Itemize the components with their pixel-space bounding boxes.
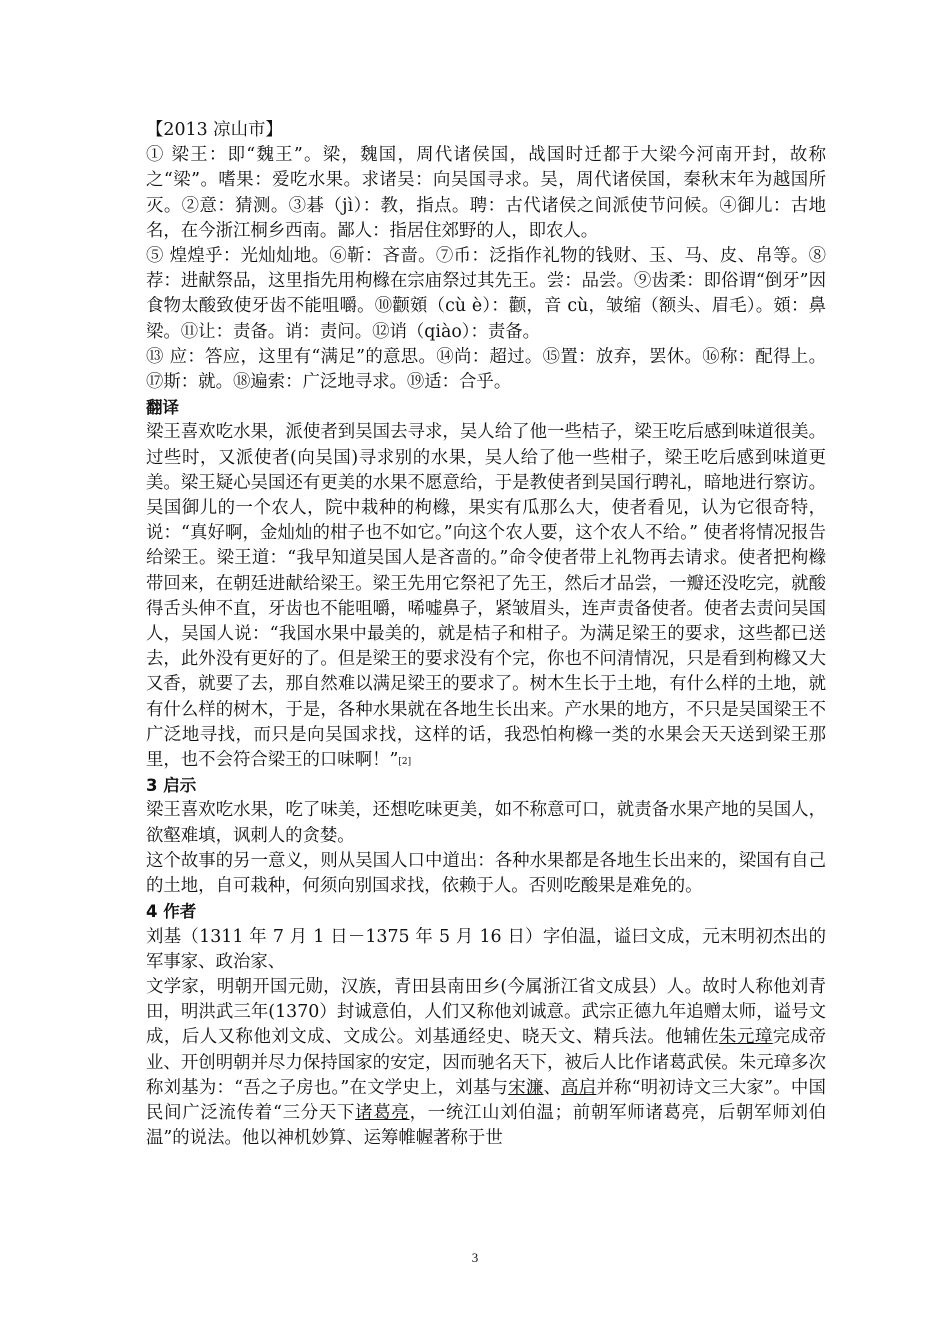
author-bio-text: 完成帝业、开创明朝并尽力保持国家的安定，因而驰名天下，被后人比作诸葛武侯。朱元璋多次称刘基为：“吾之子房也。”在文学史上，刘基与	[146, 1027, 826, 1098]
note-paragraph: ⑬ 应：答应，这里有“满足”的意思。⑭尚：超过。⑮置：放弃，罢休。⑯称：配得上。⑰斯：就。⑱遍索：广泛地寻求。⑲适：合乎。	[146, 346, 826, 393]
note-paragraph: ① 梁王：即“魏王”。梁，魏国，周代诸侯国，战国时迁都于大梁今河南开封，故称之“梁”。嗜果：爱吃水果。求诸吴：向吴国寻求。吴，周代诸侯国，秦秋末年为越国所灭。②意：猜测。③碁（jì）：教，指点。聘：古代诸侯之间派使节问候。④御儿：古地名，在今浙江桐乡西南。鄙人：指居住郊野的人，即农人。	[146, 145, 826, 241]
note-paragraph: ⑤ 煌煌乎：光灿灿地。⑥靳：吝啬。⑦币：泛指作礼物的钱财、玉、马、皮、帛等。⑧荐：进献祭品，这里指先用枸橼在宗庙祭过其先王。尝：品尝。⑨齿柔：即俗谓“倒牙”因食物太酸致使牙齿不能咀嚼。⑩颧頞（cù è）：颧，音 cù，皱缩（额头、眉毛）。頞：鼻梁。⑪让：责备。诮：责问。⑫诮（qiào）：责备。	[146, 246, 826, 342]
author-bio-text: ，一统江山刘伯温；前朝军师诸葛亮，后朝军师刘伯温”的说法。他以神机妙算、运筹帷幄著称于世	[146, 1102, 826, 1149]
link-zhuge-liang[interactable]: 诸葛亮	[355, 1102, 410, 1123]
document-body	[146, 118, 826, 1151]
inspiration-paragraph: 这个故事的另一意义，则从吴国人口中道出：各种水果都是各地生长出来的，梁国有自己的土地，自可栽种，何须向别国求找，依赖于人。否则吃酸果是难免的。	[146, 850, 826, 897]
inspiration-paragraph: 梁王喜欢吃水果，吃了味美，还想吃味更美，如不称意可口，就责备水果产地的吴国人，欲壑难填，讽刺人的贪婪。	[146, 800, 826, 846]
page-number: 3	[471, 1250, 479, 1265]
link-zhu-yuanzhang[interactable]: 朱元璋	[719, 1027, 773, 1048]
translation-paragraph	[146, 420, 826, 773]
link-song-lian[interactable]: 宋濂	[508, 1077, 544, 1098]
inspiration-heading: 3 启示	[146, 776, 197, 796]
author-heading: 4 作者	[146, 902, 197, 922]
author-bio-text: 文学家，明朝开国元勋，汉族，青田县南田乡(今属浙江省文成县）人。故时人称他刘青田，明洪武三年(1370）封诚意伯，人们又称他刘诚意。武宗正德九年追赠太师，谥号文成，后人又称他刘文成、文成公。刘基通经史、晓天文、精兵法。他辅佐	[146, 976, 826, 1048]
author-bio-text: 并称“明初诗文三大家”。中国民间广泛流传着“三分天下	[146, 1077, 826, 1123]
link-gao-qi[interactable]: 高启	[561, 1077, 597, 1098]
translation-text: 梁王喜欢吃水果，派使者到吴国去寻求，吴人给了他一些桔子，梁王吃后感到味道很美。过些时，又派使者(向吴国)寻求别的水果，吴人给了他一些柑子，梁王吃后感到味道更美。梁王疑心吴国还有更美的水果不愿意给，于是教使者到吴国行聘礼，暗地进行察访。吴国御儿的一个农人，院中栽种的枸橼，果实有瓜那么大，使者看见，认为它很奇特，说：“真好啊，金灿灿的柑子也不如它。”向这个农人要，这个农人不给。” 使者将情况报告给梁王。梁王道：“我早知道吴国人是吝啬的。”命令使者带上礼物再去请求。使者把枸橼带回来，在朝廷进献给梁王。梁王先用它祭祀了先王，然后才品尝，一瓣还没吃完，就酸得舌头伸不直，牙齿也不能咀嚼，唏嘘鼻子，紧皱眉头，连声责备使者。使者去责问吴国人，吴国人说：“我国水果中最美的，就是桔子和柑子。为满足梁王的要求，这些都已送去，此外没有更好的了。但是梁王的要求没有个完，你也不问清情况，只是看到枸橼又大又香，就要了去，那自然难以满足梁王的要求了。树木生长于土地，有什么样的土地，就有什么样的树木，于是，各种水果就在各地生长出来。产水果的地方，不只是吴国梁王不广泛地寻找，而只是向吴国求找，这样的话，我恐怕枸橼一类的水果会天天送到梁王那里，也不会符合梁王的口味啊！”	[146, 422, 826, 771]
header-source: 【2013 凉山市】	[146, 120, 283, 140]
translation-heading: 翻译	[146, 398, 179, 418]
author-bio-paragraph	[146, 975, 826, 1151]
author-paragraph: 刘基（1311 年 7 月 1 日－1375 年 5 月 16 日）字伯温，谥曰文成，元末明初杰出的军事家、政治家、	[146, 926, 826, 972]
reference-marker[interactable]: [2]	[398, 757, 412, 768]
author-bio-text: 、	[543, 1077, 562, 1098]
